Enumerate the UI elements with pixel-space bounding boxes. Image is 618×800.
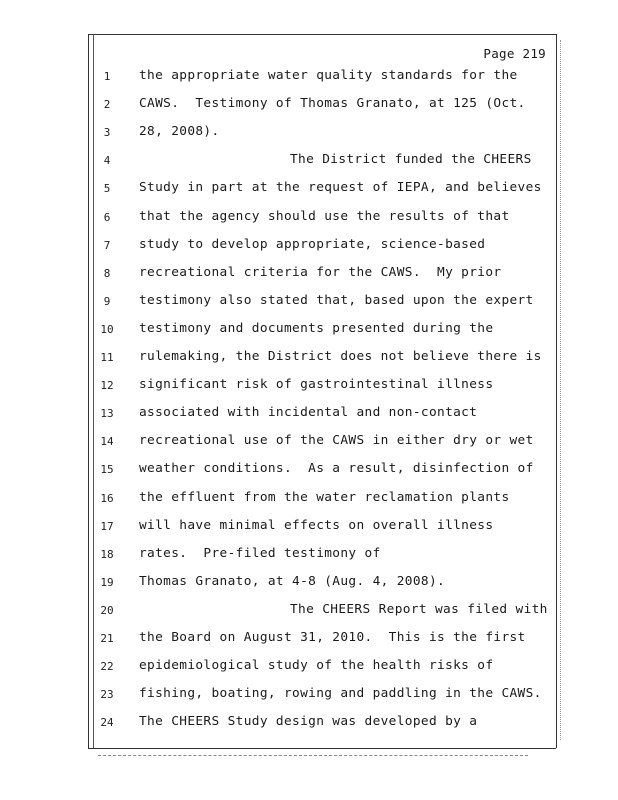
line-number: 9 — [103, 294, 111, 308]
line-text: the effluent from the water reclamation plants — [139, 489, 510, 505]
line-number: 22 — [100, 660, 114, 674]
transcript-line — [0, 377, 618, 397]
transcript-line — [0, 180, 618, 200]
line-text: CAWS. Testimony of Thomas Granato, at 125 (Oct. — [139, 96, 526, 112]
line-text: Thomas Granato, at 4-8 (Aug. 4, 2008). — [139, 573, 446, 589]
line-text: testimony and documents presented during the — [139, 320, 494, 336]
line-number: 18 — [100, 547, 114, 561]
line-number: 1 — [103, 70, 111, 83]
line-text: recreational use of the CAWS in either dry or wet — [139, 433, 534, 449]
transcript-line — [0, 461, 618, 481]
line-number: 20 — [100, 603, 114, 617]
line-text: rates. Pre-filed testimony of — [139, 545, 381, 561]
transcript-line — [0, 433, 618, 453]
line-number: 19 — [100, 575, 114, 589]
transcript-line — [0, 68, 618, 88]
line-number: 2 — [103, 98, 111, 112]
line-text: The CHEERS Report was filed with — [290, 601, 548, 617]
transcript-line — [0, 574, 618, 594]
frame-bottom-border — [88, 748, 556, 749]
line-text: recreational criteria for the CAWS. My prior — [139, 264, 502, 280]
line-text: 28, 2008). — [139, 124, 220, 140]
line-number: 5 — [103, 182, 111, 196]
line-number: 16 — [100, 491, 114, 505]
transcript-line — [0, 237, 618, 257]
transcript-line — [0, 714, 618, 734]
transcript-line — [0, 686, 618, 706]
transcript-line — [0, 265, 618, 285]
line-number: 17 — [100, 519, 114, 533]
line-number: 13 — [100, 407, 114, 421]
page-number: Page 219 — [483, 46, 546, 61]
line-text: study to develop appropriate, science-based — [139, 236, 486, 252]
transcript-line — [0, 546, 618, 566]
line-text: rulemaking, the District does not believe there is — [139, 349, 542, 364]
line-text: the Board on August 31, 2010. This is the first — [139, 630, 526, 645]
transcript-line — [0, 518, 618, 538]
line-text: will have minimal effects on overall illness — [139, 517, 494, 533]
line-number: 4 — [103, 154, 111, 168]
line-text: that the agency should use the results of that — [139, 208, 510, 224]
line-text: weather conditions. As a result, disinfection of — [139, 461, 534, 477]
line-number: 14 — [100, 435, 114, 449]
frame-top-border — [88, 34, 556, 35]
line-text: significant risk of gastrointestinal illness — [139, 377, 494, 393]
line-number: 21 — [100, 632, 114, 645]
line-text: associated with incidental and non-contact — [139, 405, 478, 421]
transcript-line — [0, 124, 618, 144]
line-number: 10 — [100, 322, 114, 336]
line-number: 11 — [100, 351, 114, 364]
transcript-line — [0, 293, 618, 313]
line-text: testimony also stated that, based upon the expert — [139, 292, 534, 308]
transcript-line — [0, 490, 618, 510]
line-text: the appropriate water quality standards for the — [139, 68, 518, 83]
transcript-line — [0, 152, 618, 172]
transcript-line — [0, 405, 618, 425]
line-text: epidemiological study of the health risks of — [139, 658, 494, 674]
transcript-line — [0, 602, 618, 622]
line-text: fishing, boating, rowing and paddling in the CAWS. — [139, 686, 542, 702]
line-number: 3 — [103, 126, 111, 140]
transcript-line — [0, 96, 618, 116]
line-text: The CHEERS Study design was developed by a — [139, 714, 478, 730]
line-number: 6 — [103, 210, 111, 224]
frame-bottom-shadow — [98, 755, 528, 756]
transcript-line — [0, 321, 618, 341]
transcript-line — [0, 209, 618, 229]
line-text: Study in part at the request of IEPA, and believes — [139, 180, 542, 196]
transcript-line — [0, 658, 618, 678]
line-number: 23 — [100, 688, 114, 702]
line-number: 24 — [100, 716, 114, 730]
line-number: 12 — [100, 379, 114, 393]
line-number: 8 — [103, 266, 111, 280]
line-number: 15 — [100, 463, 114, 477]
transcript-line — [0, 630, 618, 650]
line-number: 7 — [103, 238, 111, 252]
transcript-line — [0, 349, 618, 369]
line-text: The District funded the CHEERS — [290, 152, 532, 168]
